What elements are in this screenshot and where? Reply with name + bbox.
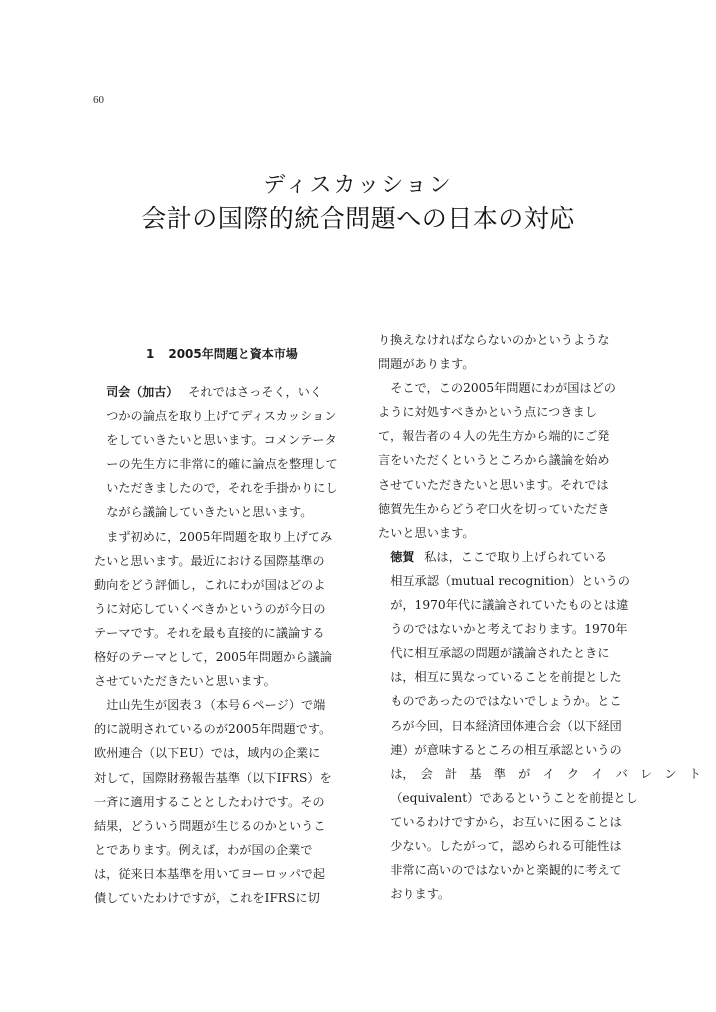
text-line: 非常に高いのではないかと楽観的に考えて (390, 863, 622, 878)
page-number: 60 (93, 94, 104, 106)
text-line: ーの先生方に非常に的確に論点を整理して (106, 457, 338, 472)
text-line: 辻山先生が図表３（本号６ページ）で端 (106, 698, 326, 713)
text-line: （equivalent）であるということを前提とし (390, 790, 638, 805)
section-number: 1 (146, 347, 155, 361)
paragraph (378, 328, 622, 376)
text-line: 問題があります。 (378, 357, 475, 372)
text-line: うに対応していくべきかというのが今日の (94, 601, 326, 616)
text-line: 結果，どういう問題が生じるのかというこ (94, 818, 326, 833)
text-line: おります。 (390, 887, 451, 902)
text-line: 言をいただくというところから議論を始め (378, 453, 610, 468)
text-line: は， 会 計 基 準 が イ ク イ バ レ ン ト (390, 766, 701, 781)
text-line: ものであったのではないでしょうか。とこ (390, 694, 622, 709)
text-line: 少ない。したがって，認められる可能性は (390, 838, 622, 853)
right-column (378, 328, 701, 906)
text-line: ろが今回，日本経済団体連合会（以下経団 (390, 718, 622, 733)
section-title: 2005年問題と資本市場 (168, 347, 298, 361)
paragraph (378, 376, 622, 545)
article-subtitle: ディスカッション (263, 173, 453, 198)
text-line: 一斉に適用することとしたわけです。その (94, 794, 325, 809)
text-line: まず初めに，2005年問題を取り上げてみ (106, 529, 333, 544)
text-line: 的に説明されているのが2005年問題です。 (94, 722, 332, 737)
text-line: させていただきたいと思います。 (94, 674, 276, 689)
text-line: つかの論点を取り上げてディスカッション (106, 409, 337, 424)
text-line: をしていきたいと思います。コメンテータ (106, 433, 337, 448)
text-line: 私は，ここで取り上げられている (424, 549, 608, 564)
text-line: は，従来日本基準を用いてヨーロッパで起 (94, 866, 326, 881)
text-line: いただきましたので，それを手掛かりにし (106, 481, 338, 496)
text-line: 相互承認（mutual recognition）というの (390, 573, 630, 588)
text-line: 対して，国際財務報告基準（以下IFRS）を (94, 770, 332, 785)
left-column (94, 330, 338, 910)
text-line: 欧州連合（以下EU）では，域内の企業に (94, 746, 321, 761)
text-line: ように対処すべきかという点につきまし (378, 405, 597, 420)
text-line: は，相互に異なっていることを前提とした (390, 670, 622, 685)
text-line: て，報告者の４人の先生方から端的にご発 (378, 429, 610, 444)
text-line: 徳賀先生からどうぞ口火を切っていただき (378, 501, 610, 516)
text-line: それではさっそく，いく (188, 385, 323, 399)
text-line: そこで，この2005年問題にわが国はどの (390, 381, 616, 396)
text-line: たいと思います。最近における国際基準の (94, 553, 325, 568)
speaker-label: 徳賀 (390, 549, 415, 564)
text-line: り換えなければならないのかというような (378, 333, 610, 347)
text-line: 債していたわけですが，これをIFRSに切 (94, 890, 320, 905)
text-line: させていただきたいと思います。それでは (378, 477, 609, 492)
text-line: ているわけですから，お互いに困ることは (390, 814, 622, 829)
text-line: 格好のテーマとして，2005年問題から議論 (94, 650, 332, 665)
paragraph (94, 380, 338, 525)
text-line: 連）が意味するところの相互承認というの (390, 742, 622, 757)
text-line: とであります。例えば，わが国の企業で (94, 842, 313, 857)
text-line: が，1970年代に議論されていたものとは違 (390, 598, 629, 613)
section-heading (94, 342, 338, 368)
paragraph (94, 693, 338, 910)
text-line: たいと思います。 (378, 525, 475, 540)
text-line: うのではないかと考えております。1970年 (390, 622, 628, 637)
text-line: 代に相互承認の問題が議論されたときに (390, 646, 610, 661)
speaker-label: 司会（加古） (106, 385, 179, 399)
text-line: テーマです。それを最も直接的に議論する (94, 625, 325, 640)
text-line: 動向をどう評価し，これにわが国はどのよ (94, 577, 326, 592)
paragraph (378, 545, 701, 906)
article-title: 会計の国際的統合問題への日本の対応 (141, 204, 575, 233)
text-line: ながら議論していきたいと思います。 (106, 505, 313, 520)
paragraph (94, 525, 338, 694)
